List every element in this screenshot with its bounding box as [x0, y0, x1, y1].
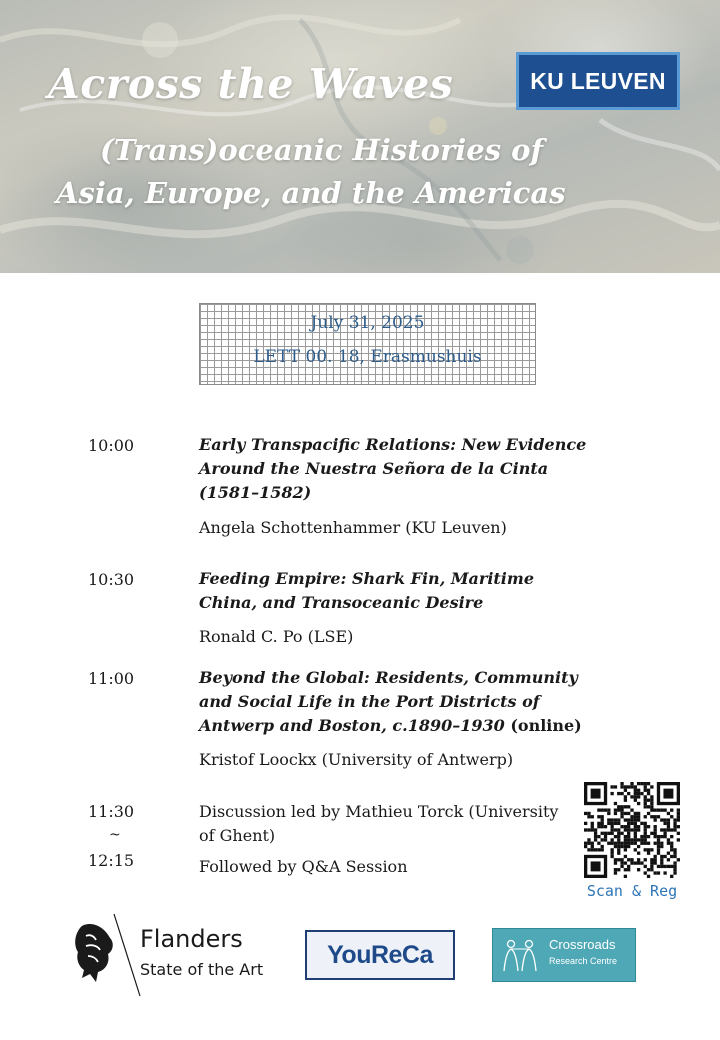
- flanders-name: Flanders: [140, 925, 243, 953]
- ku-leuven-logo: [516, 52, 680, 110]
- talk-title-line: and Social Life in the Port Districts of: [199, 692, 540, 711]
- flanders-tagline: State of the Art: [140, 960, 264, 979]
- talk-title: [199, 567, 649, 615]
- event-venue: LETT 00. 18, Erasmushuis: [253, 347, 482, 367]
- talk-title-line: (1581–1582): [199, 483, 312, 502]
- ku-leuven-logo-text: KU LEUVEN: [530, 67, 666, 94]
- discussion-line: Discussion led by Mathieu Torck (University: [199, 802, 559, 821]
- time-range-separator: ~: [109, 827, 121, 843]
- program-time: 11:00: [88, 669, 135, 688]
- youreca-logo: [305, 930, 455, 980]
- talk-title-line-text: Antwerp and Boston, c.1890–1930: [199, 716, 505, 735]
- online-note: (online): [504, 716, 582, 735]
- talk-title: [199, 433, 649, 505]
- date-venue-box: [199, 303, 536, 385]
- event-subtitle-line1: (Trans)oceanic Histories of: [100, 133, 543, 167]
- discussion-start-time: 11:30: [88, 802, 135, 821]
- discussion-text: [199, 800, 579, 848]
- crossroads-subtitle: Research Centre: [549, 956, 618, 966]
- speaker-name: Angela Schottenhammer (KU Leuven): [199, 518, 507, 537]
- qr-code-icon[interactable]: [584, 782, 680, 878]
- discussion-end-time: 12:15: [88, 851, 135, 870]
- qa-session-text: Followed by Q&A Session: [199, 857, 408, 876]
- qr-caption: Scan & Reg: [586, 882, 678, 900]
- discussion-line: of Ghent): [199, 826, 276, 845]
- event-title: Across the Waves: [48, 60, 454, 108]
- talk-title-line: China, and Transoceanic Desire: [199, 593, 484, 612]
- talk-title-line: Around the Nuestra Señora de la Cinta: [199, 459, 549, 478]
- speaker-name: Kristof Loockx (University of Antwerp): [199, 750, 514, 769]
- talk-title: [199, 666, 649, 738]
- crossroads-name: Crossroads: [549, 937, 616, 952]
- crossroads-logo: [492, 928, 636, 982]
- program-time: 10:00: [88, 436, 135, 455]
- event-date: July 31, 2025: [310, 313, 425, 333]
- speaker-name: Ronald C. Po (LSE): [199, 627, 354, 646]
- talk-title-line: [199, 714, 649, 738]
- program-time: 10:30: [88, 570, 135, 589]
- header-banner: [0, 0, 720, 273]
- youreca-logo-text: YouReCa: [327, 940, 433, 969]
- event-subtitle-line2: Asia, Europe, and the Americas: [56, 176, 566, 210]
- talk-title-line: Early Transpacific Relations: New Evidence: [199, 435, 587, 454]
- talk-title-line: Beyond the Global: Residents, Community: [199, 668, 578, 687]
- crossroads-emblem-icon: [499, 937, 545, 975]
- talk-title-line: Feeding Empire: Shark Fin, Maritime: [199, 569, 534, 588]
